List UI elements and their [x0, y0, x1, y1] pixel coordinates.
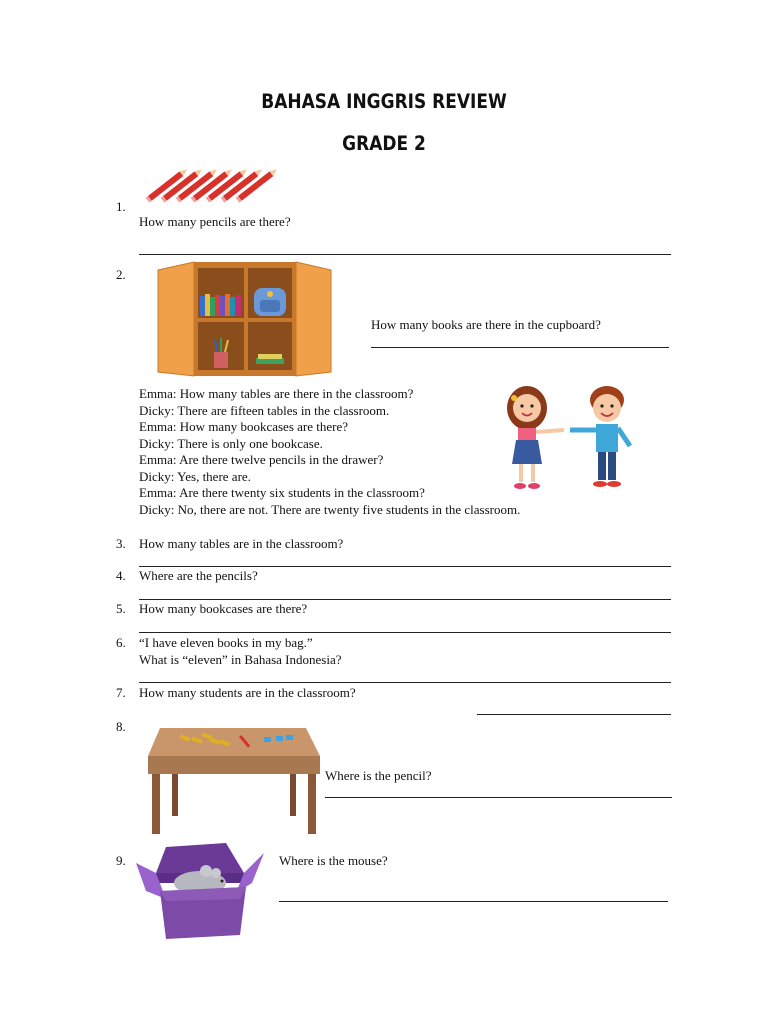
question-number: 5. [116, 601, 126, 616]
answer-line[interactable] [279, 901, 668, 902]
dialogue-line: Emma: Are there twenty six students in the classroom? [139, 485, 425, 500]
question-text: Where is the pencil? [325, 768, 432, 783]
dialogue-line: Emma: How many tables are there in the classroom? [139, 386, 414, 401]
question-text: What is “eleven” in Bahasa Indonesia? [139, 652, 342, 667]
answer-line[interactable] [139, 566, 671, 567]
question-number: 1. [116, 199, 126, 214]
question-text: How many pencils are there? [139, 214, 291, 229]
table-illustration [146, 724, 324, 836]
kids-illustration [492, 378, 642, 494]
question-number: 2. [116, 267, 126, 282]
pencils-illustration [140, 158, 265, 203]
cupboard-illustration [158, 260, 333, 380]
question-number: 9. [116, 853, 126, 868]
answer-line[interactable] [477, 714, 671, 715]
question-number: 6. [116, 635, 126, 650]
answer-line[interactable] [325, 797, 672, 798]
question-text: How many students are in the classroom? [139, 685, 356, 700]
dialogue-line: Dicky: There is only one bookcase. [139, 436, 323, 451]
answer-line[interactable] [139, 599, 671, 600]
answer-line[interactable] [139, 254, 671, 255]
dialogue-line: Dicky: Yes, there are. [139, 469, 251, 484]
page-title: BAHASA INGGRIS REVIEW [261, 90, 507, 114]
dialogue-line: Emma: Are there twelve pencils in the drawer? [139, 452, 384, 467]
question-quote: “I have eleven books in my bag.” [139, 635, 313, 650]
question-number: 4. [116, 568, 126, 583]
question-text: Where is the mouse? [279, 853, 388, 868]
books-icon [200, 294, 241, 316]
question-text: How many bookcases are there? [139, 601, 308, 616]
question-text: Where are the pencils? [139, 568, 258, 583]
question-number: 7. [116, 685, 126, 700]
girl-icon [507, 386, 564, 489]
backpack-icon [254, 288, 286, 316]
dialogue-line: Dicky: There are fifteen tables in the classroom. [139, 403, 390, 418]
pencil-icon [146, 167, 279, 203]
box-mouse-illustration [136, 843, 266, 941]
answer-line[interactable] [139, 682, 671, 683]
question-number: 3. [116, 536, 126, 551]
dialogue-line: Emma: How many bookcases are there? [139, 419, 349, 434]
page-subtitle: GRADE 2 [342, 132, 426, 156]
question-text: How many tables are in the classroom? [139, 536, 344, 551]
question-number: 8. [116, 719, 126, 734]
answer-line[interactable] [139, 632, 671, 633]
book-stack-icon [256, 354, 284, 364]
boy-icon [570, 386, 630, 487]
question-text: How many books are there in the cupboard? [371, 317, 601, 332]
dialogue-line: Dicky: No, there are not. There are twenty five students in the classroom. [139, 502, 521, 517]
answer-line[interactable] [371, 347, 669, 348]
